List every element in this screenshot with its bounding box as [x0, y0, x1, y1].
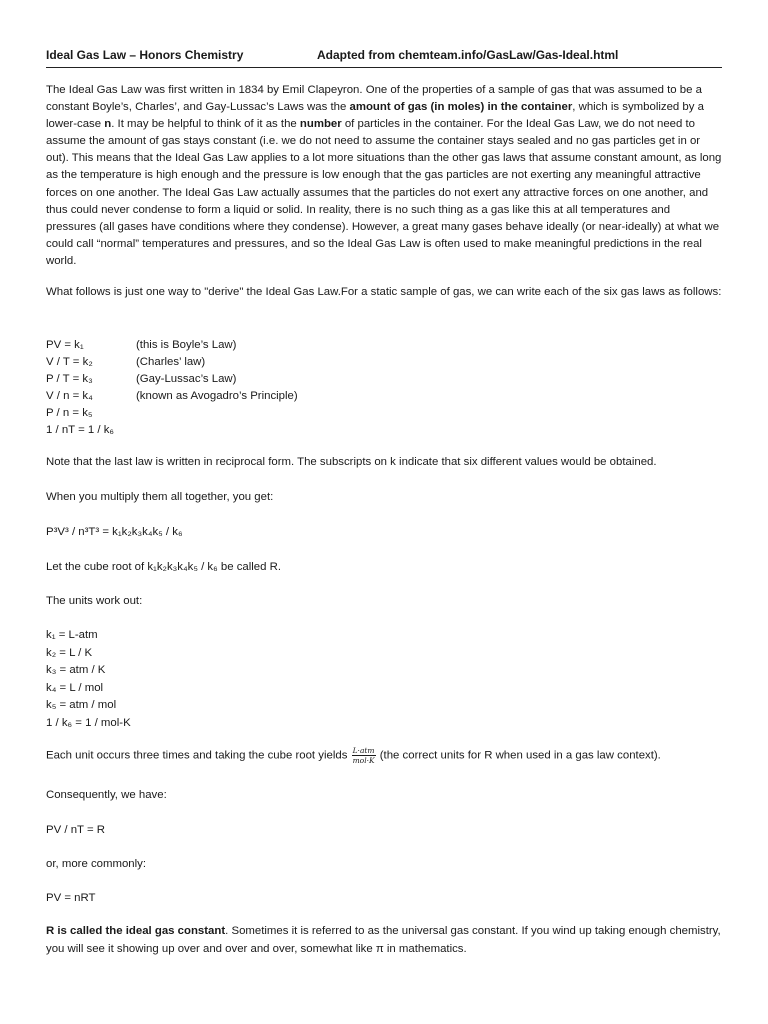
- unit-row: k₅ = atm / mol: [46, 699, 117, 711]
- reciprocal-note: Note that the last law is written in reciprocal form. The subscripts on k indicate that six different values would be obtained.: [46, 456, 657, 468]
- gas-law-row: [46, 388, 446, 405]
- unit-row: k₁ = L-atm: [46, 629, 98, 641]
- intro-text-2: , which is symbolized by a lower-case: [46, 101, 704, 131]
- gas-law-equation: P / T = k₃: [46, 373, 93, 385]
- gas-law-row: [46, 337, 446, 354]
- multiply-line: When you multiply them all together, you get:: [46, 491, 274, 503]
- product-equation: P³V³ / n³T³ = k₁k₂k₃k₄k₅ / k₆: [46, 526, 183, 538]
- unit-row: k₂ = L / K: [46, 646, 93, 659]
- units-sentence-before: Each unit occurs three times and taking the cube root yields: [46, 749, 351, 762]
- units-intro: The units work out:: [46, 595, 143, 607]
- gas-law-note: (this is Boyle’s Law): [136, 339, 237, 351]
- gas-law-note: (Charles’ law): [136, 356, 206, 368]
- intro-text-3: . It may be helpful to think of it as the: [111, 118, 300, 131]
- gas-law-row: [46, 354, 446, 371]
- ideal-gas-law-equation: PV = nRT: [46, 892, 96, 904]
- intro-paragraph: [46, 82, 722, 270]
- cube-root-line: Let the cube root of k₁k₂k₃k₄k₅ / k₆ be called R.: [46, 561, 282, 573]
- fraction-denominator: mol·K: [352, 756, 375, 765]
- gas-law-row: [46, 371, 446, 388]
- closing-text: . Sometimes it is referred to as the universal gas constant. If you wind up taking enough chemistry, you will see it showing up over and over and over, somewhat like π in mathematics.: [46, 925, 721, 955]
- units-list: [46, 627, 131, 732]
- gas-law-equation: V / n = k₄: [46, 390, 93, 402]
- unit-row: k₃ = atm / K: [46, 664, 106, 676]
- gas-law-row: [46, 405, 446, 422]
- gas-law-equation: 1 / nT = 1 / k₆: [46, 424, 115, 436]
- derive-intro-paragraph: What follows is just one way to "derive" the Ideal Gas Law.For a static sample of gas, we can write each of the six gas laws as follows:: [46, 286, 722, 298]
- units-sentence: [46, 746, 722, 765]
- intro-bold-n: n: [104, 118, 112, 131]
- or-more-commonly-line: or, more commonly:: [46, 858, 147, 870]
- intro-text-1: The Ideal Gas Law was first written in 1834 by Emil Clapeyron. One of the properties of a sample of gas that was assumed to be a constant Boyle’s, Charles’, and Gay-Lussac’s Laws was the: [46, 84, 702, 114]
- pv-nt-equation: PV / nT = R: [46, 824, 105, 836]
- gas-law-equation: PV = k₁: [46, 339, 84, 351]
- intro-bold-amount: amount of gas (in moles) in the container: [349, 101, 573, 114]
- gas-law-note: (Gay-Lussac’s Law): [136, 373, 237, 385]
- unit-row: k₄ = L / mol: [46, 681, 104, 694]
- header-source: Adapted from chemteam.info/GasLaw/Gas-Ideal.html: [317, 48, 619, 62]
- gas-law-equation: V / T = k₂: [46, 356, 93, 368]
- intro-text-4: of particles in the container. For the Ideal Gas Law, we do not need to assume the amount of gas stays constant (i.e. we do not need to assume the container stays sealed and no gas particles get in or out). This means that the Ideal Gas Law applies to a lot more situations than the other gas laws that assume constant amount, as long as the temperature is high enough and the pressure is low enough that the gas particles are not exerting any meaningful attractive forces on one another. The Ideal Gas Law actually assumes that the particles do not exert any attractive forces on one another, and thus could never condense to form a liquid or solid. In reality, there is no such thing as a gas like this at all temperatures and pressures (all gases have conditions where they condense). However, a great many gases behave ideally (or near-ideally) at what we could call “normal” temperatures and pressures, and so the Ideal Gas Law is often used to make meaningful predictions in the real world.: [46, 118, 722, 267]
- closing-paragraph: [46, 923, 722, 958]
- gas-law-note: (known as Avogadro’s Principle): [136, 390, 298, 402]
- intro-bold-number: number: [299, 118, 342, 131]
- units-sentence-after: (the correct units for R when used in a gas law context).: [376, 749, 661, 762]
- gas-law-row: [46, 422, 446, 439]
- header-title: Ideal Gas Law – Honors Chemistry: [46, 48, 244, 62]
- unit-row: 1 / k₆ = 1 / mol-K: [46, 716, 131, 729]
- closing-bold: R is called the ideal gas constant: [46, 925, 226, 937]
- gas-law-equation: P / n = k₅: [46, 407, 93, 419]
- header-rule: [46, 67, 722, 68]
- r-units-fraction: [352, 746, 376, 765]
- fraction-numerator: L·atm: [352, 746, 375, 755]
- gas-laws-list: [46, 337, 446, 439]
- consequently-line: Consequently, we have:: [46, 789, 167, 801]
